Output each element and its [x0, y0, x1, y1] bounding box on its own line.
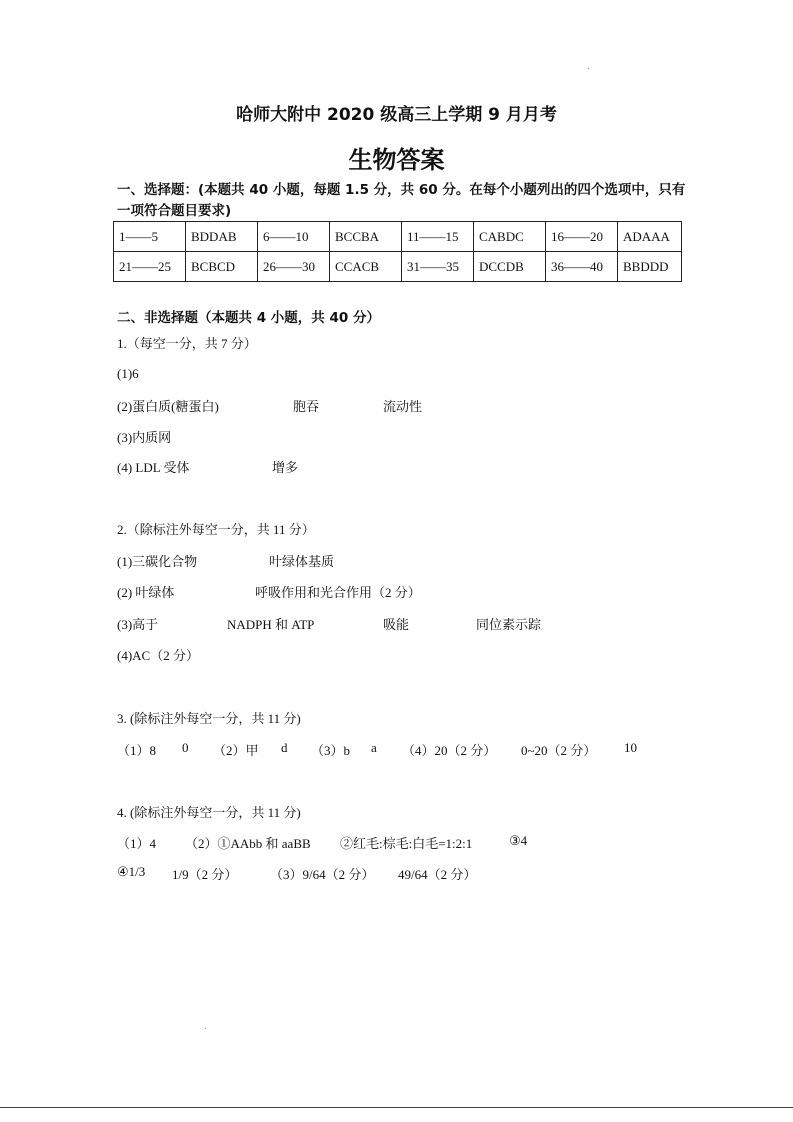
q3-answer-8: 0~20（2 分）	[521, 743, 597, 758]
q2-answer-3b: NADPH 和 ATP	[227, 617, 315, 632]
q1-answer-1: (1)6	[117, 366, 139, 381]
scan-speck	[205, 1028, 206, 1029]
range-cell: 26——30	[258, 252, 330, 282]
q4-title: 4. (除标注外每空一分，共 11 分)	[117, 805, 301, 820]
q4-answer-1: （1）4	[117, 836, 157, 851]
q4-answer-6: 1/9（2 分）	[172, 867, 238, 882]
answer-table	[113, 221, 682, 282]
q2-answer-3d: 同位素示踪	[476, 617, 542, 632]
range-cell: 1——5	[114, 222, 186, 252]
q4-answer-3: ②红毛:棕毛:白毛=1:2:1	[340, 836, 473, 851]
q2-answer-3a: (3)高于	[117, 617, 159, 632]
q1-answer-3: (3)内质网	[117, 430, 172, 445]
range-cell: 6——10	[258, 222, 330, 252]
answer-cell: BDDAB	[186, 222, 258, 252]
range-cell: 36——40	[546, 252, 618, 282]
subject-title: 生物答案	[348, 146, 445, 174]
page-bottom-rule	[0, 1107, 793, 1108]
q4-answer-5: ④1/3	[117, 864, 146, 879]
q1-answer-4a: (4) LDL 受体	[117, 460, 190, 475]
answer-cell: CCACB	[330, 252, 402, 282]
q3-answer-1: （1）8	[117, 743, 157, 758]
range-cell: 21——25	[114, 252, 186, 282]
range-cell: 11——15	[402, 222, 474, 252]
table-row	[114, 252, 682, 282]
q1-title: 1.（每空一分，共 7 分）	[117, 336, 257, 351]
q2-answer-2b: 呼吸作用和光合作用（2 分）	[255, 585, 421, 600]
q1-answer-2a: (2)蛋白质(糖蛋白)	[117, 399, 219, 414]
exam-title: 哈师大附中 2020 级高三上学期 9 月月考	[236, 105, 557, 125]
q3-answer-3: （2）甲	[213, 743, 259, 758]
answer-cell: DCCDB	[474, 252, 546, 282]
q1-answer-2b: 胞吞	[293, 399, 320, 414]
q2-answer-4: (4)AC（2 分）	[117, 648, 199, 663]
q3-answer-7: （4）20（2 分）	[402, 743, 497, 758]
answer-cell: BCCBA	[330, 222, 402, 252]
range-cell: 16——20	[546, 222, 618, 252]
section1-heading: 一、选择题：(本题共 40 小题，每题 1.5 分，共 60 分。在每个小题列出的四个选项中，只有一项符合题目要求)	[117, 182, 686, 219]
table-row	[114, 222, 682, 252]
q4-answer-2: （2）①AAbb 和 aaBB	[185, 836, 311, 851]
q1-answer-2c: 流动性	[383, 399, 423, 414]
scan-speck	[588, 68, 589, 69]
q3-answer-5: （3）b	[311, 743, 351, 758]
q1-answer-4b: 增多	[272, 460, 299, 475]
q2-answer-1b: 叶绿体基质	[269, 554, 335, 569]
answer-cell: CABDC	[474, 222, 546, 252]
q3-answer-9: 10	[624, 740, 637, 755]
q3-answer-4: d	[281, 740, 288, 755]
q4-answer-8: 49/64（2 分）	[398, 867, 477, 882]
answer-cell: BBDDD	[618, 252, 682, 282]
q3-answer-6: a	[371, 740, 377, 755]
q4-answer-4: ③4	[509, 833, 528, 848]
q2-answer-3c: 吸能	[383, 617, 410, 632]
q4-answer-7: （3）9/64（2 分）	[270, 867, 375, 882]
q3-answer-2: 0	[182, 740, 189, 755]
answer-cell: ADAAA	[618, 222, 682, 252]
q2-title: 2.（除标注外每空一分，共 11 分）	[117, 522, 315, 537]
q2-answer-2a: (2) 叶绿体	[117, 585, 175, 600]
answer-cell: BCBCD	[186, 252, 258, 282]
q2-answer-1a: (1)三碳化合物	[117, 554, 198, 569]
section2-heading: 二、非选择题（本题共 4 小题，共 40 分）	[117, 310, 380, 326]
q3-title: 3. (除标注外每空一分，共 11 分)	[117, 711, 301, 726]
range-cell: 31——35	[402, 252, 474, 282]
